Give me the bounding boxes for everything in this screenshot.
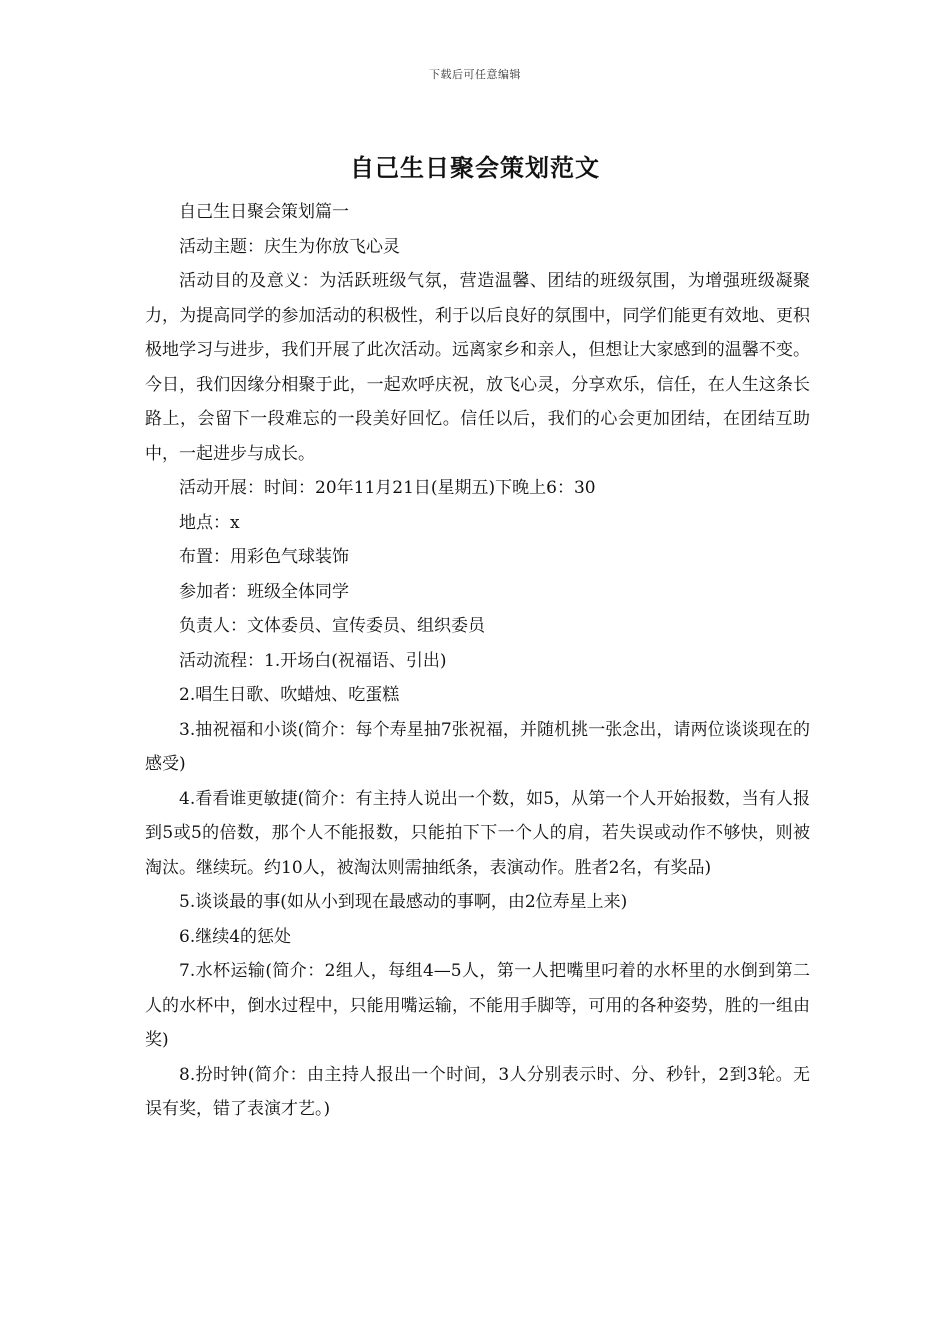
flow-item-3: 3.抽祝福和小谈(简介：每个寿星抽7张祝福，并随机挑一张念出，请两位谈谈现在的感受) xyxy=(145,719,810,774)
activity-time: 活动开展：时间：20年11月21日(星期五)下晚上6：30 xyxy=(179,478,596,498)
flow-item-7: 7.水杯运输(简介：2组人，每组4—5人，第一人把嘴里叼着的水杯里的水倒到第二人的水杯中，倒水过程中，只能用嘴运输，不能用手脚等，可用的各种姿势，胜的一组由奖) xyxy=(145,961,810,1050)
document-title: 自己生日聚会策划范文 xyxy=(350,153,600,182)
activity-participants: 参加者：班级全体同学 xyxy=(179,581,349,602)
flow-item-5: 5.谈谈最的事(如从小到现在最感动的事啊，由2位寿星上来) xyxy=(179,892,628,912)
activity-decoration: 布置：用彩色气球装饰 xyxy=(179,547,349,567)
activity-theme: 活动主题：庆生为你放飞心灵 xyxy=(179,236,400,257)
activity-location: 地点：x xyxy=(179,512,240,533)
flow-item-8: 8.扮时钟(简介：由主持人报出一个时间，3人分别表示时、分、秒针，2到3轮。无误有奖，错了表演才艺。) xyxy=(145,1064,810,1119)
activity-purpose: 活动目的及意义：为活跃班级气氛，营造温馨、团结的班级氛围，为增强班级凝聚力，为提高同学的参加活动的积极性，利于以后良好的氛围中，同学们能更有效地、更积极地学习与进步，我们开展了此次活动。远离家乡和亲人，但想让大家感到的温馨不变。今日，我们因缘分相聚于此，一起欢呼庆祝，放飞心灵，分享欢乐，信任，在人生这条长路上，会留下一段难忘的一段美好回忆。信任以后，我们的心会更加团结，在团结互助中，一起进步与成长。 xyxy=(145,271,810,464)
flow-item-2: 2.唱生日歌、吹蜡烛、吃蛋糕 xyxy=(179,685,400,705)
flow-item-4: 4.看看谁更敏捷(简介：有主持人说出一个数，如5，从第一个人开始报数，当有人报到5或5的倍数，那个人不能报数，只能拍下下一个人的肩，若失误或动作不够快，则被淘汰。继续玩。约10人，被淘汰则需抽纸条，表演动作。胜者2名，有奖品) xyxy=(145,788,810,878)
flow-item-6: 6.继续4的惩处 xyxy=(179,926,292,947)
section-heading: 自己生日聚会策划篇一 xyxy=(179,202,349,222)
document-body xyxy=(145,195,810,1127)
header-note: 下载后可任意编辑 xyxy=(429,68,521,81)
activity-organizers: 负责人：文体委员、宣传委员、组织委员 xyxy=(179,616,485,636)
flow-item-1: 活动流程：1.开场白(祝福语、引出) xyxy=(179,650,447,671)
